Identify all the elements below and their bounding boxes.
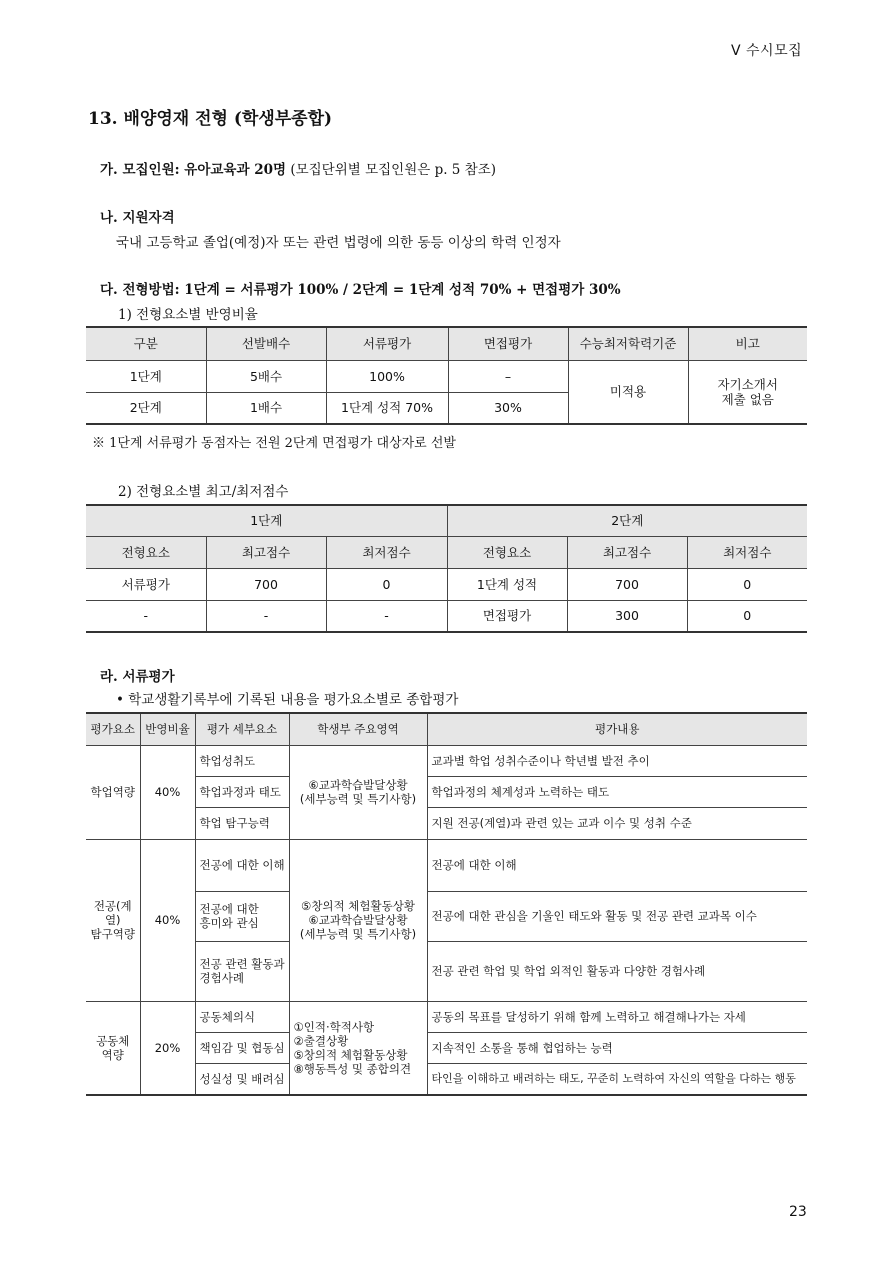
scores-table [86, 504, 807, 633]
detail-cell: 성실성 및 배려심 [195, 1063, 289, 1095]
header-cell: 최저점수 [687, 536, 807, 568]
table-cell: 30% [448, 392, 568, 424]
table-cell: - [206, 600, 326, 632]
element-cell: 전공(계열) 탐구역량 [86, 839, 140, 1001]
area-cell: ⑤창의적 체험활동상황 ⑥교과학습발달상황 (세부능력 및 특기사항) [289, 839, 427, 1001]
header-cell: 최고점수 [567, 536, 687, 568]
recruit-label: 가. 모집인원: 유아교육과 20명 [100, 162, 287, 178]
header-cell: 최고점수 [206, 536, 326, 568]
header-cell: 전형요소 [86, 536, 206, 568]
content-cell: 지원 전공(계열)과 관련 있는 교과 이수 및 성취 수준 [427, 807, 807, 839]
detail-cell: 전공에 대한 흥미와 관심 [195, 891, 289, 941]
content-cell: 공동의 목표를 달성하기 위해 함께 노력하고 해결해나가는 자세 [427, 1001, 807, 1032]
ratio-cell: 40% [140, 745, 195, 839]
table-cell: – [448, 360, 568, 392]
table-cell: 서류평가 [86, 568, 206, 600]
ratio-table [86, 326, 807, 425]
content-cell: 전공에 대한 이해 [427, 839, 807, 891]
eligibility-text: 국내 고등학교 졸업(예정)자 또는 관련 법령에 의한 동등 이상의 학력 인정자 [116, 235, 561, 251]
header-cell: 전형요소 [447, 536, 567, 568]
subheading-scores: 2) 전형요소별 최고/최저점수 [118, 484, 289, 500]
table-cell: 0 [326, 568, 447, 600]
evaluation-table [86, 712, 807, 1096]
content-cell: 타인을 이해하고 배려하는 태도, 꾸준히 노력하여 자신의 역할을 다하는 행동 [427, 1063, 807, 1095]
content-cell: 전공 관련 학업 및 학업 외적인 활동과 다양한 경험사례 [427, 941, 807, 1001]
table-cell: 700 [206, 568, 326, 600]
header-cell: 서류평가 [326, 327, 448, 360]
table-cell: 면접평가 [447, 600, 567, 632]
content-cell: 지속적인 소통을 통해 협업하는 능력 [427, 1032, 807, 1063]
ratio-cell: 20% [140, 1001, 195, 1095]
table-cell: 2단계 [86, 392, 206, 424]
table-cell: - [326, 600, 447, 632]
table-cell: 1단계 [86, 360, 206, 392]
table-cell: 300 [567, 600, 687, 632]
tie-break-note: ※ 1단계 서류평가 동점자는 전원 2단계 면접평가 대상자로 선발 [92, 436, 456, 451]
min-standard-cell: 미적용 [568, 360, 688, 424]
header-cell: 학생부 주요영역 [289, 713, 427, 745]
area-cell: ⑥교과학습발달상황 (세부능력 및 특기사항) [289, 745, 427, 839]
document-eval-label: 라. 서류평가 [100, 669, 175, 685]
table-cell: 0 [687, 568, 807, 600]
content-cell: 전공에 대한 관심을 기울인 태도와 활동 및 전공 관련 교과목 이수 [427, 891, 807, 941]
header-cell: 면접평가 [448, 327, 568, 360]
table-cell: 1단계 성적 70% [326, 392, 448, 424]
table-cell: 100% [326, 360, 448, 392]
header-cell: 구분 [86, 327, 206, 360]
header-cell: 평가 세부요소 [195, 713, 289, 745]
table-cell: - [86, 600, 206, 632]
header-cell: 반영비율 [140, 713, 195, 745]
detail-cell: 공동체의식 [195, 1001, 289, 1032]
recruit-line [100, 158, 496, 178]
section-title: 13. 배양영재 전형 (학생부종합) [88, 109, 333, 129]
page-number: 23 [789, 1204, 807, 1220]
document-eval-bullet: • 학교생활기록부에 기록된 내용을 평가요소별로 종합평가 [116, 692, 459, 708]
element-cell: 공동체 역량 [86, 1001, 140, 1095]
subheading-ratio: 1) 전형요소별 반영비율 [118, 307, 258, 323]
table-cell: 0 [687, 600, 807, 632]
note-cell: 자기소개서 제출 없음 [688, 360, 807, 424]
element-cell: 학업역량 [86, 745, 140, 839]
detail-cell: 전공에 대한 이해 [195, 839, 289, 891]
table-cell: 1배수 [206, 392, 326, 424]
header-cell: 평가내용 [427, 713, 807, 745]
recruit-note: (모집단위별 모집인원은 p. 5 참조) [286, 162, 497, 178]
ratio-cell: 40% [140, 839, 195, 1001]
table-cell: 5배수 [206, 360, 326, 392]
area-cell: ①인적·학적사항 ②출결상황 ⑤창의적 체험활동상황 ⑧행동특성 및 종합의견 [289, 1001, 427, 1095]
header-cell: 비고 [688, 327, 807, 360]
detail-cell: 전공 관련 활동과 경험사례 [195, 941, 289, 1001]
header-cell: 수능최저학력기준 [568, 327, 688, 360]
table-cell: 700 [567, 568, 687, 600]
detail-cell: 학업성취도 [195, 745, 289, 776]
header-cell: 선발배수 [206, 327, 326, 360]
eligibility-label: 나. 지원자격 [100, 210, 175, 226]
header-cell: 최저점수 [326, 536, 447, 568]
content-cell: 학업과정의 체계성과 노력하는 태도 [427, 776, 807, 807]
detail-cell: 책임감 및 협동심 [195, 1032, 289, 1063]
table-cell: 1단계 성적 [447, 568, 567, 600]
detail-cell: 학업 탐구능력 [195, 807, 289, 839]
content-cell: 교과별 학업 성취수준이나 학년별 발전 추이 [427, 745, 807, 776]
stage2-group-header: 2단계 [447, 505, 807, 536]
detail-cell: 학업과정과 태도 [195, 776, 289, 807]
page-header: Ⅴ 수시모집 [731, 43, 803, 59]
header-cell: 평가요소 [86, 713, 140, 745]
stage1-group-header: 1단계 [86, 505, 447, 536]
method-label: 다. 전형방법: 1단계 = 서류평가 100% / 2단계 = 1단계 성적 70% + 면접평가 30% [100, 282, 621, 298]
